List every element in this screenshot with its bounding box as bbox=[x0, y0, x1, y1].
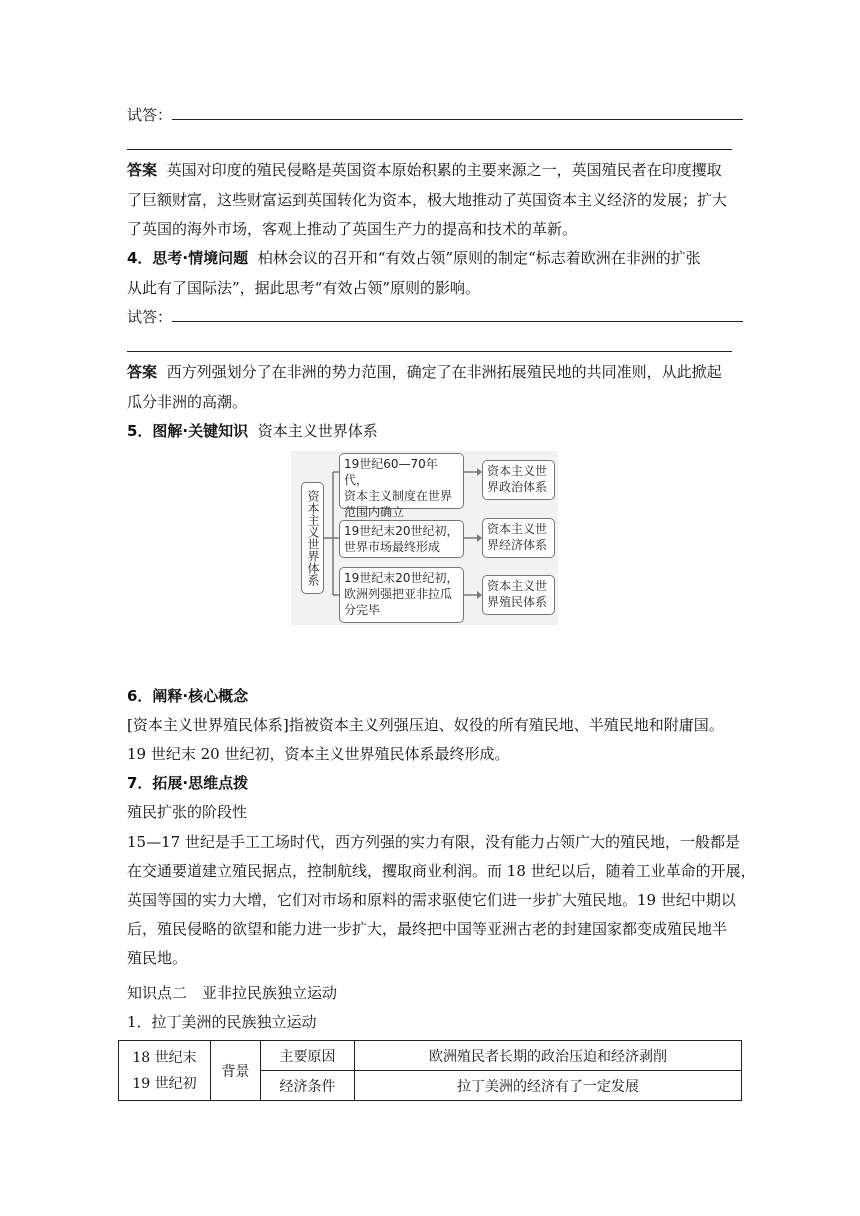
answer-try-label: 试答： bbox=[127, 106, 173, 124]
answer-q3-line-3: 了英国的海外市场，客观上推动了英国生产力的提高和技术的革新。 bbox=[127, 220, 578, 238]
diagram-cause-box: 19世纪末20世纪初， 世界市场最终形成 bbox=[339, 520, 464, 558]
answer-rule bbox=[127, 351, 732, 352]
category-cell: 背景 bbox=[211, 1041, 261, 1101]
answer-label: 答案 bbox=[127, 161, 158, 179]
table-cell: 拉丁美洲的经济有了一定发展 bbox=[355, 1071, 742, 1101]
question-heading: 5．图解·关键知识 bbox=[127, 422, 249, 440]
answer-q3-line-2: 了巨额财富，这些财富运到英国转化为资本，极大地推动了英国资本主义经济的发展；扩大 bbox=[127, 191, 728, 209]
diagram-root-box: 资本主义世界体系 bbox=[301, 482, 324, 594]
subsection-title: 1．拉丁美洲的民族独立运动 bbox=[127, 1013, 317, 1031]
question-q6-heading: 6．阐释·核心概念 bbox=[127, 687, 249, 705]
diagram-title: 资本主义世界体系 bbox=[257, 422, 378, 440]
world-system-diagram bbox=[291, 451, 558, 625]
answer-rule bbox=[127, 149, 732, 150]
period-cell bbox=[119, 1041, 211, 1101]
section-title: 知识点二 亚非拉民族独立运动 bbox=[127, 984, 338, 1002]
answer-try-label: 试答： bbox=[127, 308, 173, 326]
question-q7-heading: 7．拓展·思维点拨 bbox=[127, 774, 249, 792]
answer-try-line-q3 bbox=[127, 105, 743, 125]
diagram-cause-box: 19世纪60—70年代， 资本主义制度在世界 范围内确立 bbox=[339, 453, 464, 509]
table-cell: 主要原因 bbox=[261, 1041, 355, 1071]
question-q5-heading-line bbox=[127, 421, 378, 441]
answer-blank bbox=[172, 105, 743, 120]
answer-text: 英国对印度的殖民侵略是英国资本原始积累的主要来源之一，英国殖民者在印度攫取 bbox=[166, 161, 722, 179]
diagram-result-box: 资本主义世 界经济体系 bbox=[482, 518, 555, 558]
q7-subtitle: 殖民扩张的阶段性 bbox=[127, 803, 248, 821]
answer-try-line-q4 bbox=[127, 307, 743, 327]
question-q4-line-1 bbox=[127, 248, 701, 268]
table-cell: 经济条件 bbox=[261, 1071, 355, 1101]
question-q4-line-2: 从此有了国际法”，据此思考“有效占领”原则的影响。 bbox=[127, 279, 481, 297]
diagram-result-box: 资本主义世 界政治体系 bbox=[482, 460, 555, 500]
question-text: 柏林会议的召开和“有效占领”原则的制定“标志着欧洲在非洲的扩张 bbox=[257, 249, 701, 267]
q7-line-1: 15—17 世纪是手工工场时代，西方列强的实力有限，没有能力占领广大的殖民地，一般都是 bbox=[127, 833, 740, 851]
answer-blank bbox=[172, 307, 743, 322]
answer-text: 西方列强划分了在非洲的势力范围，确定了在非洲拓展殖民地的共同准则，从此掀起 bbox=[166, 363, 722, 381]
period-text: 18 世纪末 bbox=[132, 1049, 197, 1066]
answer-label: 答案 bbox=[127, 363, 158, 381]
q7-line-2: 在交通要道建立殖民据点，控制航线，攫取商业利润。而 18 世纪以后，随着工业革命的开展， bbox=[127, 862, 756, 880]
q7-line-5: 殖民地。 bbox=[127, 949, 188, 967]
concept-line-2: 19 世纪末 20 世纪初，资本主义世界殖民体系最终形成。 bbox=[127, 745, 510, 763]
q7-line-3: 英国等国的实力大增，它们对市场和原料的需求驱使它们进一步扩大殖民地。19 世纪中期以 bbox=[127, 891, 736, 909]
table-row bbox=[119, 1041, 742, 1071]
diagram-cause-box: 19世纪末20世纪初， 欧洲列强把亚非拉瓜 分完毕 bbox=[339, 567, 464, 623]
latin-america-table bbox=[118, 1040, 742, 1101]
diagram-result-box: 资本主义世 界殖民体系 bbox=[482, 575, 555, 615]
concept-line-1: [资本主义世界殖民体系]指被资本主义列强压迫、奴役的所有殖民地、半殖民地和附庸国。 bbox=[127, 716, 724, 734]
question-heading: 4．思考·情境问题 bbox=[127, 249, 249, 267]
answer-q4-line-2: 瓜分非洲的高潮。 bbox=[127, 393, 248, 411]
answer-q4-line-1 bbox=[127, 362, 722, 382]
table-cell: 欧洲殖民者长期的政治压迫和经济剥削 bbox=[355, 1041, 742, 1071]
period-text: 19 世纪初 bbox=[132, 1075, 197, 1092]
answer-q3-line-1 bbox=[127, 160, 722, 180]
q7-line-4: 后，殖民侵略的欲望和能力进一步扩大，最终把中国等亚洲古老的封建国家都变成殖民地半 bbox=[127, 920, 728, 938]
